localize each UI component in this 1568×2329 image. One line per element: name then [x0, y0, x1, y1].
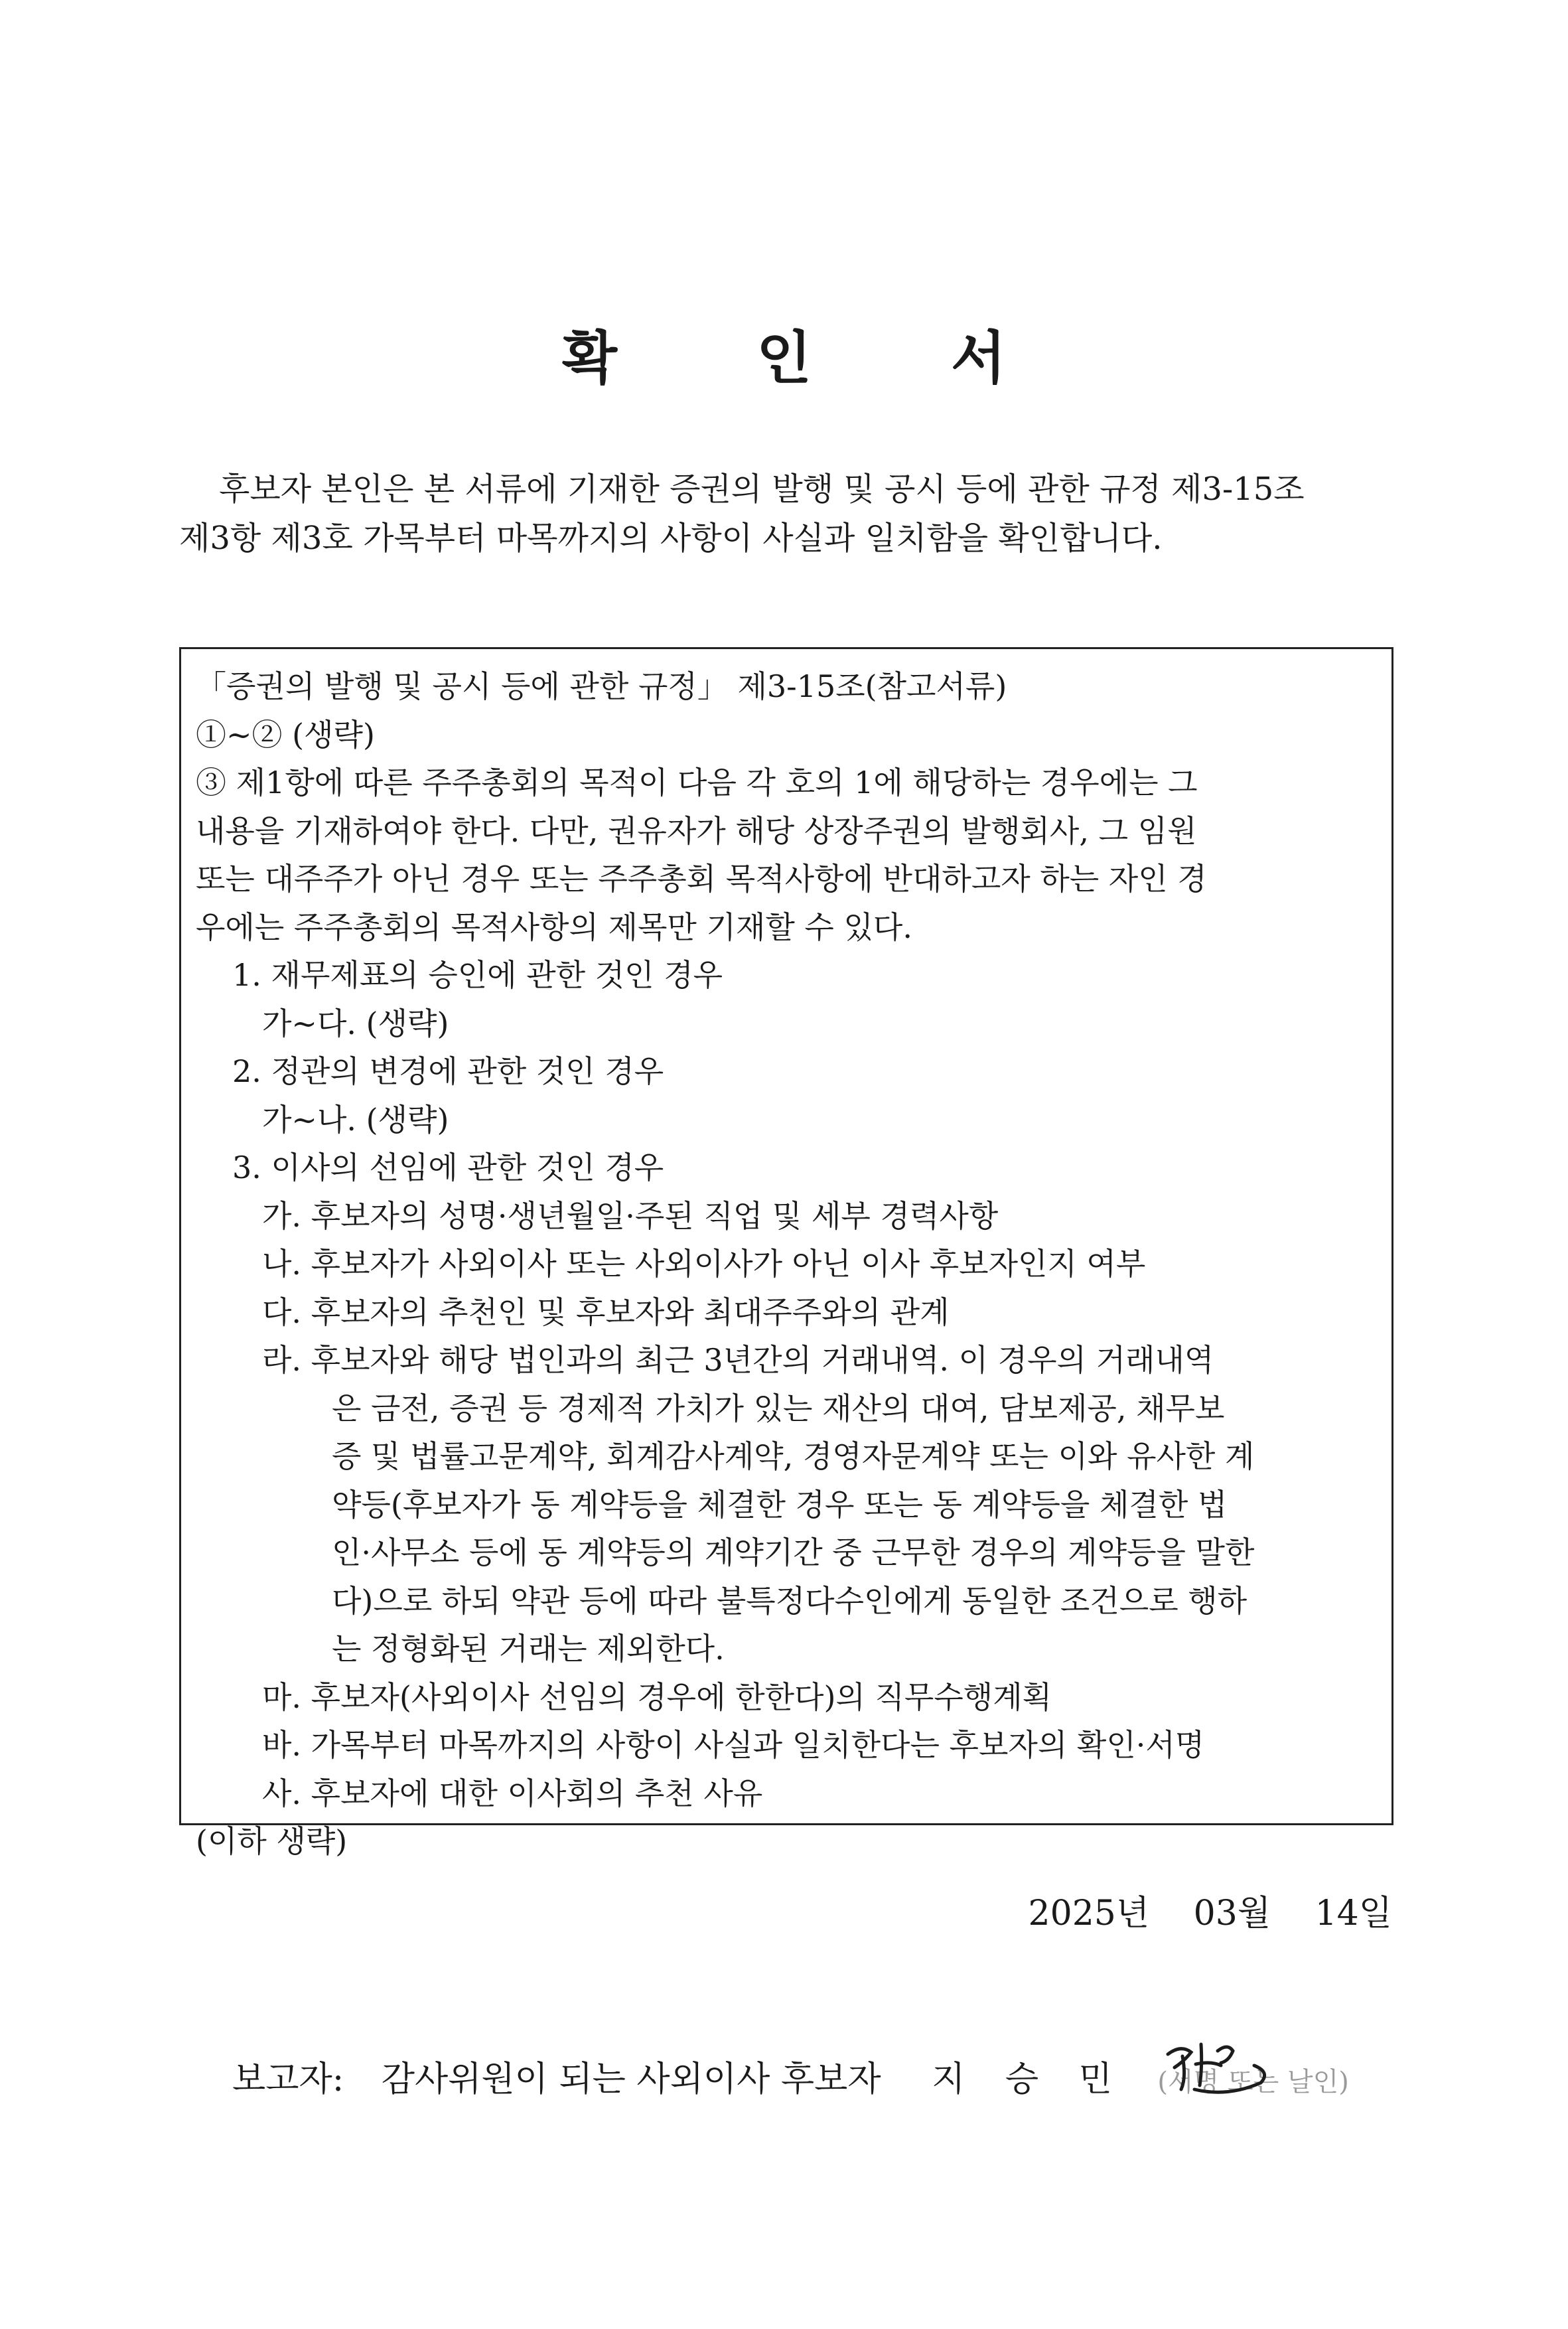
regulation-omitted-note: (이하 생략)	[196, 1823, 348, 1859]
reporter-label: 보고자:	[232, 2060, 344, 2099]
regulation-continuation: 는 정형화된 거래는 제외한다.	[332, 1631, 725, 1667]
regulation-line: ③ 제1항에 따른 주주총회의 목적이 다음 각 호의 1에 해당하는 경우에는 그	[196, 765, 1198, 800]
regulation-subitem: 사. 후보자에 대한 이사회의 추천 사유	[262, 1775, 763, 1811]
regulation-continuation: 은 금전, 증권 등 경제적 가치가 있는 재산의 대여, 담보제공, 채무보	[332, 1390, 1225, 1426]
regulation-line: 내용을 기재하여야 한다. 다만, 권유자가 해당 상장주권의 발행회사, 그 임원	[196, 812, 1197, 849]
intro-line-2: 제3항 제3호 가목부터 마목까지의 사항이 사실과 일치함을 확인합니다.	[179, 520, 1163, 557]
document-title: 확 인 서	[561, 325, 1066, 392]
regulation-excerpt-box	[179, 647, 1393, 1859]
regulation-subitem: 바. 가목부터 마목까지의 사항이 사실과 일치한다는 후보자의 확인·서명	[262, 1727, 1205, 1763]
regulation-heading: 「증권의 발행 및 공시 등에 관한 규정」 제3-15조(참고서류)	[196, 668, 1007, 704]
regulation-item: 1. 재무제표의 승인에 관한 것인 경우	[232, 957, 723, 993]
regulation-line: 또는 대주주가 아닌 경우 또는 주주총회 목적사항에 반대하고자 하는 자인 경	[196, 861, 1207, 897]
regulation-subitem: 가. 후보자의 성명·생년월일·주된 직업 및 세부 경력사항	[262, 1197, 999, 1234]
regulation-continuation: 인·사무소 등에 동 계약등의 계약기간 중 근무한 경우의 계약등을 말한	[332, 1535, 1255, 1570]
intro-line-1: 후보자 본인은 본 서류에 기재한 증권의 발행 및 공시 등에 관한 규정 제3-15조	[219, 471, 1305, 508]
regulation-continuation: 약등(후보자가 동 계약등을 체결한 경우 또는 동 계약등을 체결한 법	[332, 1486, 1228, 1523]
regulation-subitem: 라. 후보자와 해당 법인과의 최근 3년간의 거래내역. 이 경우의 거래내역	[262, 1342, 1214, 1378]
regulation-subitem: 다. 후보자의 추천인 및 후보자와 최대주주와의 관계	[262, 1294, 950, 1330]
date-year: 2025년	[1028, 1894, 1150, 1933]
regulation-item: 2. 정관의 변경에 관한 것인 경우	[232, 1053, 664, 1089]
regulation-subitem: 마. 후보자(사외이사 선임의 경우에 한한다)의 직무수행계획	[262, 1679, 1052, 1715]
regulation-continuation: 다)으로 하되 약관 등에 따라 불특정다수인에게 동일한 조건으로 행하	[332, 1582, 1247, 1619]
reporter-role: 감사위원이 되는 사외이사 후보자	[381, 2060, 881, 2099]
regulation-item: 3. 이사의 선임에 관한 것인 경우	[232, 1150, 664, 1185]
regulation-subitem: 나. 후보자가 사외이사 또는 사외이사가 아닌 이사 후보자인지 여부	[262, 1246, 1146, 1282]
signature-note: (서명 또는 날인)	[1157, 2067, 1349, 2097]
date-day: 14일	[1315, 1894, 1392, 1933]
regulation-line: ①~② (생략)	[196, 716, 375, 753]
regulation-continuation: 증 및 법률고문계약, 회계감사계약, 경영자문계약 또는 이와 유사한 계	[332, 1438, 1255, 1474]
document-date	[1029, 1885, 1392, 1935]
regulation-line: 우에는 주주총회의 목적사항의 제목만 기재할 수 있다.	[196, 909, 912, 945]
regulation-subitem: 가~다. (생략)	[262, 1005, 449, 1041]
handwritten-signature-icon	[1155, 2031, 1281, 2104]
reporter-name: 지 승 민	[932, 2060, 1127, 2099]
date-month: 03월	[1193, 1894, 1271, 1933]
intro-paragraph	[179, 465, 1407, 563]
regulation-subitem: 가~나. (생략)	[262, 1101, 449, 1138]
